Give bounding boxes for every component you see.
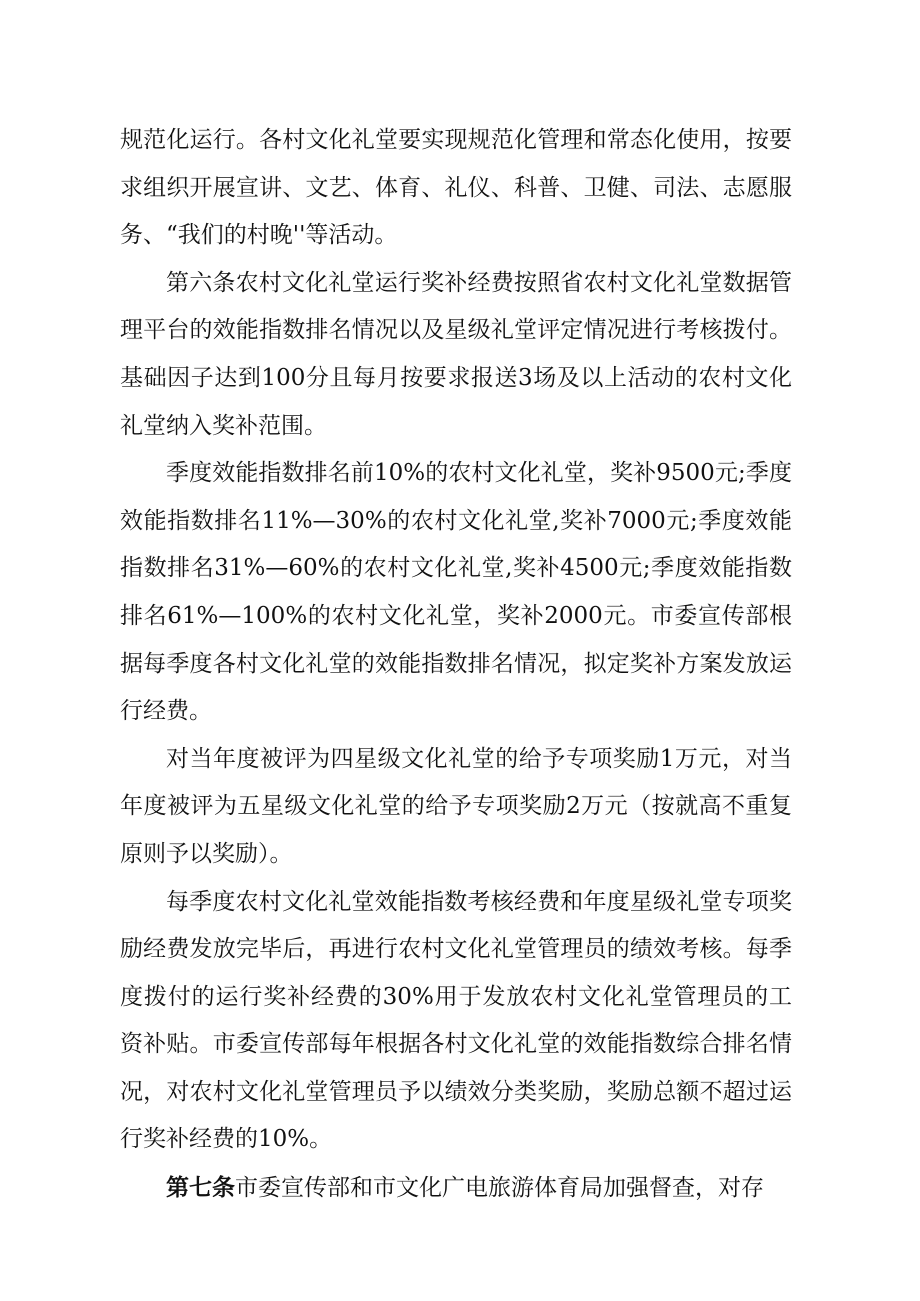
paragraph-4-text: 对当年度被评为四星级文化礼堂的给予专项奖励1万元，对当年度被评为五星级文化礼堂的给予专项奖励2万元（按就高不重复原则予以奖励）。 (120, 745, 792, 867)
paragraph-6 (120, 1164, 792, 1213)
paragraph-3-text: 季度效能指数排名前10%的农村文化礼堂，奖补9500元;季度效能指数排名11%—30%的农村文化礼堂,奖补7000元;季度效能指数排名31%—60%的农村文化礼堂,奖补4500元;季度效能指数排名61%—100%的农村文化礼堂，奖补2000元。市委宣传部根据每季度各村文化礼堂的效能指数排名情况，拟定奖补方案发放运行经费。 (120, 460, 792, 725)
paragraph-6-text: 市委宣传部和市文化广电旅游体育局加强督查，对存 (235, 1175, 764, 1202)
paragraph-2-text: 第六条农村文化礼堂运行奖补经费按照省农村文化礼堂数据管理平台的效能指数排名情况以及星级礼堂评定情况进行考核拨付。基础因子达到100分且每月按要求报送3场及以上活动的农村文化礼堂纳入奖补范围。 (120, 269, 792, 439)
paragraph-2 (120, 260, 792, 450)
article-label-7: 第七条 (166, 1174, 235, 1202)
paragraph-3 (120, 450, 792, 736)
paragraph-5 (120, 879, 792, 1165)
paragraph-1-text: 规范化运行。各村文化礼堂要实现规范化管理和常态化使用，按要求组织开展宣讲、文艺、体育、礼仪、科普、卫健、司法、志愿服务、“我们的村晚''等活动。 (120, 127, 792, 249)
paragraph-5-text: 每季度农村文化礼堂效能指数考核经费和年度星级礼堂专项奖励经费发放完毕后，再进行农村文化礼堂管理员的绩效考核。每季度拨付的运行奖补经费的30%用于发放农村文化礼堂管理员的工资补贴。市委宣传部每年根据各村文化礼堂的效能指数综合排名情况，对农村文化礼堂管理员予以绩效分类奖励，奖励总额不超过运行奖补经费的10%。 (120, 888, 792, 1153)
document-body (120, 117, 792, 1213)
paragraph-4 (120, 736, 792, 879)
paragraph-1 (120, 117, 792, 260)
